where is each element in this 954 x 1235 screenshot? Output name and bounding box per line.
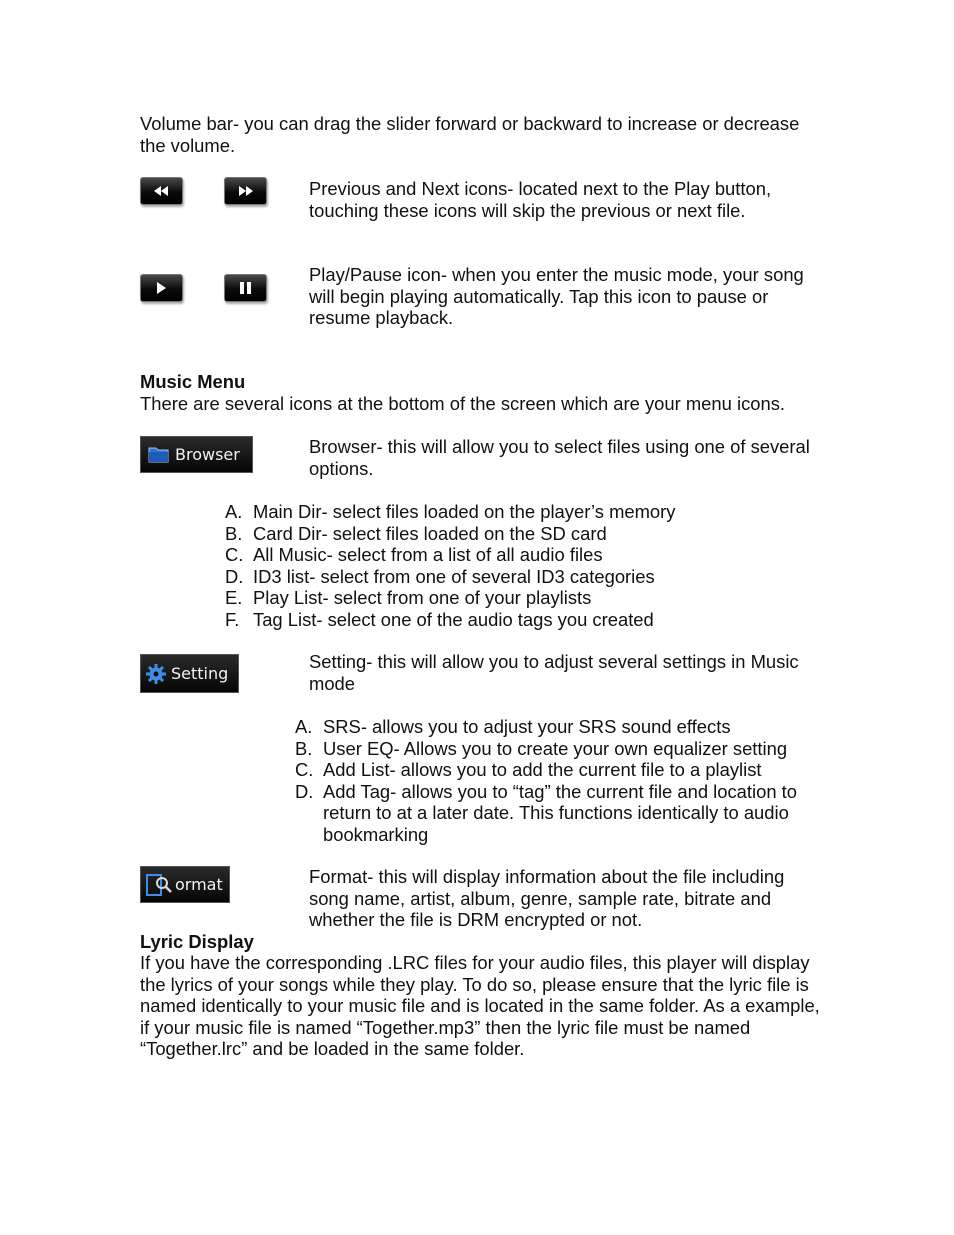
volume-bar-text: Volume bar- you can drag the slider forward or backward to increase or decrease the volume. [140,113,800,156]
lyric-display-text: If you have the corresponding .LRC files for your audio files, this player will display the lyrics of your songs while they play. To do so, please ensure that the lyric file is named identically to your music file and is located in the same folder. As a example, if your music file is named “Together.mp3” then the lyric file must be named “Together.lrc” and be loaded in the same folder. [140,952,820,1060]
format-tab-label: ormat [175,874,223,894]
browser-options-list [225,501,825,631]
lyric-display-heading: Lyric Display [140,931,254,952]
prev-next-description: Previous and Next icons- located next to the Play button, touching these icons will skip the previous or next file. [309,178,772,221]
pause-icon [224,274,267,302]
next-icon [224,177,267,205]
list-item: D. Add Tag- allows you to “tag” the current file and location to return to at a later date. This functions identically to audio bookmarking [295,780,797,845]
list-item: B. Card Dir- select files loaded on the SD card [225,522,607,544]
list-item: E. Play List- select from one of your playlists [225,587,592,609]
music-menu-intro: There are several icons at the bottom of the screen which are your menu icons. [140,393,786,414]
browser-tab-icon [140,436,253,473]
list-item: A. Main Dir- select files loaded on the player’s memory [225,501,676,522]
play-pause-description: Play/Pause icon- when you enter the music mode, your song will begin playing automatically. Tap this icon to pause or resume playback. [309,264,804,329]
setting-description: Setting- this will allow you to adjust several settings in Music mode [309,651,799,694]
format-description: Format- this will display information about the file including song name, artist, album, genre, sample rate, bitrate and whether the file is DRM encrypted or not. [309,866,785,931]
previous-icon [140,177,183,205]
format-tab-icon [140,866,230,903]
list-item: F. Tag List- select one of the audio tags you created [225,608,654,630]
setting-options-list [295,716,825,846]
gear-icon [141,661,171,687]
list-item: D. ID3 list- select from one of several ID3 categories [225,565,655,587]
folder-icon [141,443,175,467]
music-menu-heading: Music Menu [140,371,246,392]
browser-tab-label: Browser [175,444,240,464]
list-item: C. All Music- select from a list of all audio files [225,544,603,566]
setting-tab-label: Setting [171,663,229,683]
list-item: B. User EQ- Allows you to create your own equalizer setting [295,737,788,759]
list-item: C. Add List- allows you to add the current file to a playlist [295,759,762,781]
browser-description: Browser- this will allow you to select files using one of several options. [309,436,810,479]
setting-tab-icon [140,654,239,693]
list-item: A. SRS- allows you to adjust your SRS sound effects [295,716,731,737]
info-search-icon [141,871,175,899]
play-icon [140,274,183,302]
